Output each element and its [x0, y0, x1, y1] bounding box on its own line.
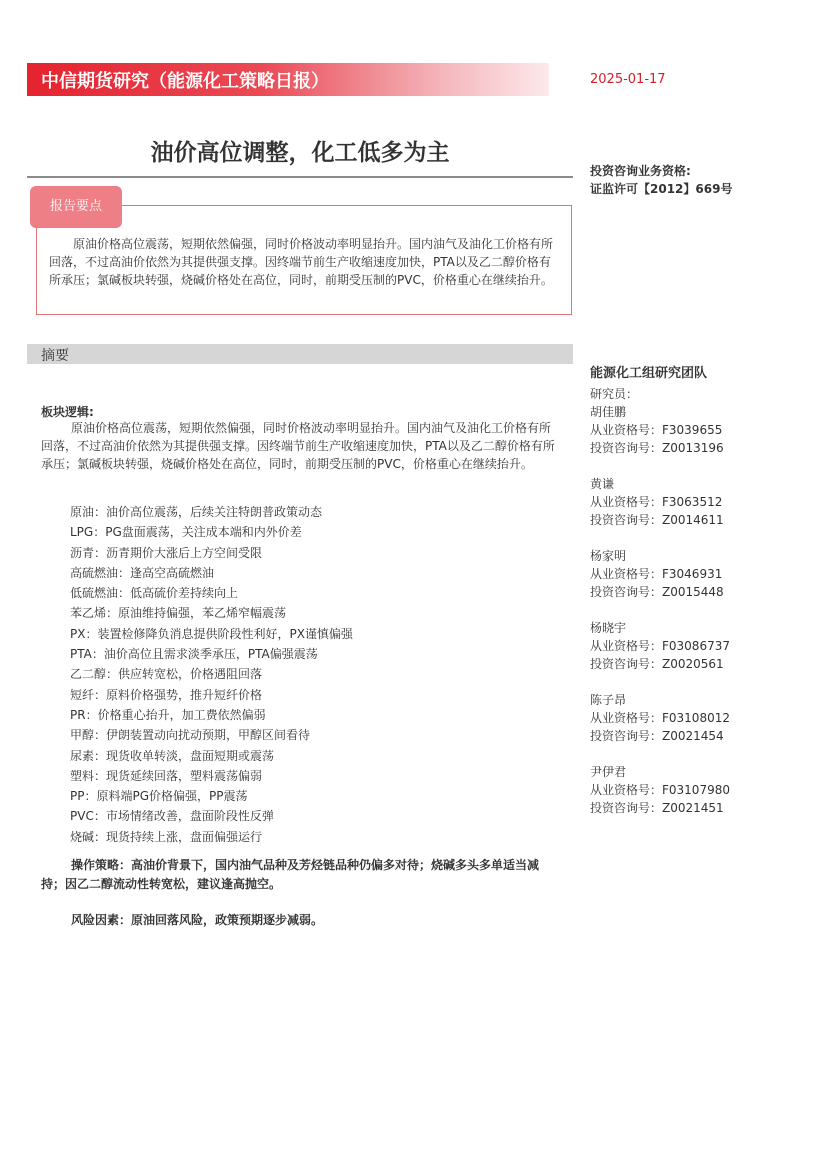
product-view-item: 乙二醇：供应转宽松，价格遇阻回落 [70, 667, 263, 682]
team-member [590, 691, 730, 745]
report-date: 2025-01-17 [590, 72, 666, 87]
product-view-item: 甲醇：伊朗装置动向扰动预期，甲醇区间看待 [70, 728, 311, 743]
product-view-item: 塑料：现货延续回落，塑料震荡偏弱 [70, 768, 263, 783]
qualification-label: 投资咨询业务资格: [590, 164, 691, 178]
risk-factors: 风险因素：原油回落风险，政策预期逐步减弱。 [71, 913, 324, 927]
product-view-item: PP：原料端PG价格偏强，PP震荡 [70, 789, 248, 804]
member-consult-id: 投资咨询号：Z0013196 [590, 441, 724, 455]
product-view-item: 苯乙烯：原油维持偏强，苯乙烯窄幅震荡 [70, 606, 287, 621]
product-view-item: 尿素：现货收单转淡，盘面短期或震荡 [70, 748, 275, 763]
product-view-item: 烧碱：现货持续上涨，盘面偏强运行 [70, 829, 263, 844]
product-view-item: 短纤：原料价格强势，推升短纤价格 [70, 687, 263, 702]
member-name: 陈子昂 [590, 693, 627, 707]
product-view-list [70, 502, 353, 847]
product-view-item: 低硫燃油：低高硫价差持续向上 [70, 586, 239, 601]
team-member [590, 619, 730, 673]
product-view-item: PX：装置检修降负消息提供阶段性利好，PX谨慎偏强 [70, 626, 353, 641]
member-practice-id: 从业资格号：F3063512 [590, 495, 723, 509]
team-member [590, 763, 730, 817]
key-points-tab: 报告要点 [30, 186, 122, 228]
member-practice-id: 从业资格号：F03086737 [590, 639, 730, 653]
member-consult-id: 投资咨询号：Z0021451 [590, 801, 724, 815]
product-view-item: LPG：PG盘面震荡，关注成本端和内外价差 [70, 525, 302, 540]
report-headline: 油价高位调整，化工低多为主 [150, 140, 450, 166]
banner-title: 中信期货研究（能源化工策略日报） [41, 71, 329, 92]
qualification-value: 证监许可【2012】669号 [590, 182, 733, 196]
member-name: 胡佳鹏 [590, 405, 627, 419]
product-view-item: PTA：油价高位且需求淡季承压，PTA偏强震荡 [70, 647, 318, 662]
member-name: 杨家明 [590, 549, 627, 563]
member-practice-id: 从业资格号：F3039655 [590, 423, 723, 437]
member-practice-id: 从业资格号：F03107980 [590, 783, 730, 797]
member-name: 杨晓宇 [590, 621, 627, 635]
product-view-item: PR：价格重心抬升，加工费依然偏弱 [70, 707, 266, 722]
team-member [590, 547, 730, 601]
product-view-item: 高硫燃油：逢高空高硫燃油 [70, 565, 215, 580]
team-title: 能源化工组研究团队 [590, 366, 708, 381]
summary-title: 摘要 [41, 348, 69, 364]
member-name: 黄谦 [590, 477, 615, 491]
member-practice-id: 从业资格号：F03108012 [590, 711, 730, 725]
summary-section-bar [27, 344, 573, 364]
key-points-text: 原油价格高位震荡，短期依然偏强，同时价格波动率明显抬升。国内油气及油化工价格有所回落，不过高油价依然为其提供强支撑。因终端节前生产收缩速度加快，PTA以及乙二醇价格有所承压；氯碱板块转强，烧碱价格处在高位，同时，前期受压制的PVC，价格重心在继续抬升。 [49, 237, 554, 287]
team-member [590, 403, 730, 457]
operation-strategy: 操作策略：高油价背景下，国内油气品种及芳烃链品种仍偏多对待；烧碱多头多单适当减持；因乙二醇流动性转宽松，建议逢高抛空。 [41, 858, 540, 891]
product-view-item: 原油：油价高位震荡，后续关注特朗普政策动态 [70, 505, 323, 519]
product-view-item: PVC：市场情绪改善，盘面阶段性反弹 [70, 809, 274, 824]
member-practice-id: 从业资格号：F3046931 [590, 567, 723, 581]
headline-divider [27, 176, 573, 178]
report-banner [27, 63, 549, 96]
product-view-item: 沥青：沥青期价大涨后上方空间受限 [70, 545, 263, 560]
sector-logic-text: 原油价格高位震荡，短期依然偏强，同时价格波动率明显抬升。国内油气及油化工价格有所回落，不过高油价依然为其提供强支撑。因终端节前生产收缩速度加快，PTA以及乙二醇价格有所承压；氯碱板块转强，烧碱价格处在高位，同时，前期受压制的PVC，价格重心在继续抬升。 [41, 421, 555, 471]
sector-logic-heading: 板块逻辑: [41, 405, 94, 419]
member-consult-id: 投资咨询号：Z0014611 [590, 513, 724, 527]
team-list [590, 385, 730, 817]
researcher-label: 研究员： [590, 387, 639, 401]
member-consult-id: 投资咨询号：Z0020561 [590, 657, 724, 671]
member-consult-id: 投资咨询号：Z0021454 [590, 729, 724, 743]
member-consult-id: 投资咨询号：Z0015448 [590, 585, 724, 599]
member-name: 尹伊君 [590, 765, 627, 779]
team-member [590, 475, 730, 529]
